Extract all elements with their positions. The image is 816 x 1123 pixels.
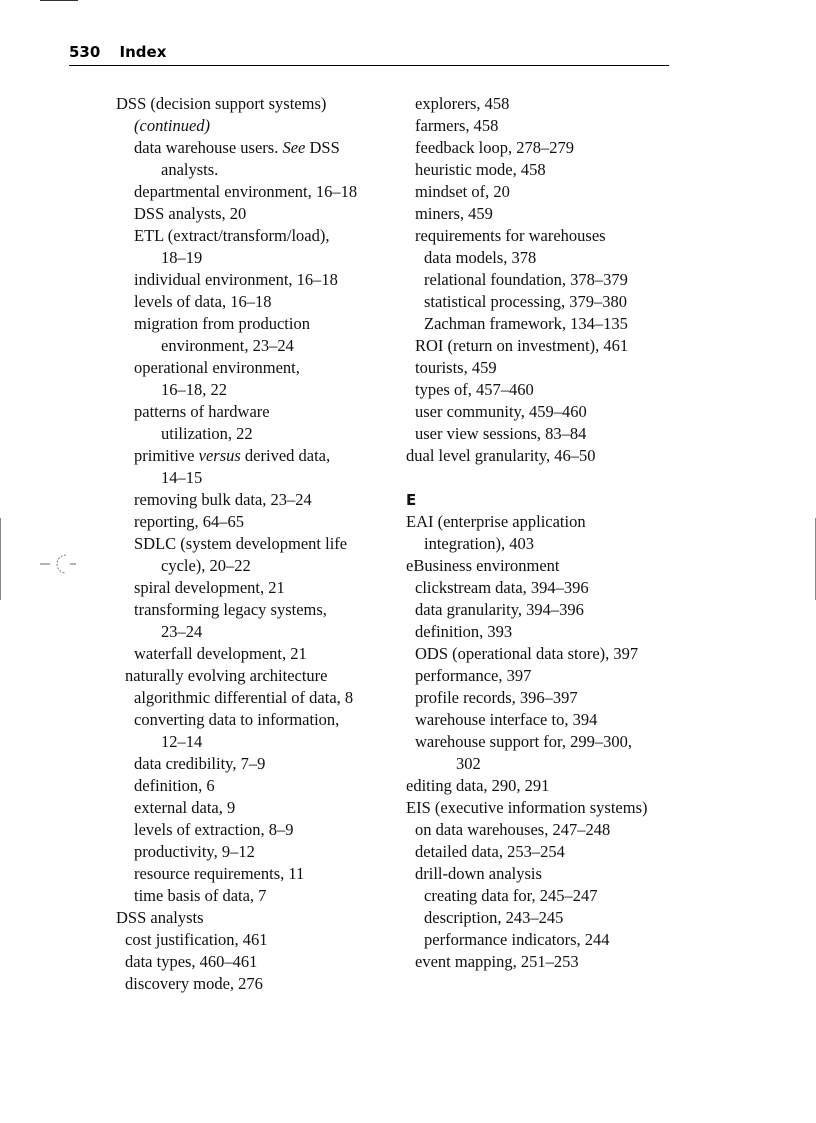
index-column-right xyxy=(406,93,696,973)
index-entry-text: dual level granularity, 46–50 xyxy=(406,446,596,465)
index-entry-text: DSS (decision support systems) xyxy=(116,94,327,113)
index-entry xyxy=(116,929,396,951)
index-entry xyxy=(116,203,396,225)
index-entry xyxy=(116,577,396,599)
index-entry-text: converting data to information, xyxy=(134,710,340,729)
index-entry-text: 18–19 xyxy=(161,248,203,267)
index-entry-text: miners, 459 xyxy=(415,204,493,223)
index-entry xyxy=(116,247,396,269)
index-entry-text: creating data for, 245–247 xyxy=(424,886,598,905)
index-entry-text: primitive xyxy=(134,446,199,465)
index-entry-text: EIS (executive information systems) xyxy=(406,798,648,817)
index-entry-text: ODS (operational data store), 397 xyxy=(415,644,639,663)
index-entry-text: migration from production xyxy=(134,314,310,333)
index-entry xyxy=(116,93,396,115)
index-entry-text: performance indicators, 244 xyxy=(424,930,610,949)
index-entry-text: feedback loop, 278–279 xyxy=(415,138,574,157)
section-gap xyxy=(406,467,696,489)
index-entry-text: data granularity, 394–396 xyxy=(415,600,584,619)
index-entry-text: clickstream data, 394–396 xyxy=(415,578,589,597)
index-entry-text: spiral development, 21 xyxy=(134,578,285,597)
index-entry xyxy=(406,841,696,863)
index-entry-italic-text: versus xyxy=(198,446,241,465)
index-entry xyxy=(406,511,696,533)
index-entry xyxy=(406,753,696,775)
index-entry xyxy=(116,599,396,621)
index-entry-text: 302 xyxy=(456,754,481,773)
header-rule xyxy=(69,65,669,66)
index-entry xyxy=(116,181,396,203)
index-entry-text: ROI (return on investment), 461 xyxy=(415,336,629,355)
index-entry xyxy=(116,797,396,819)
running-header xyxy=(69,43,669,61)
crop-mark xyxy=(40,0,78,1)
index-entry xyxy=(406,159,696,181)
index-entry-text: performance, 397 xyxy=(415,666,532,685)
index-entry-text: user view sessions, 83–84 xyxy=(415,424,587,443)
index-entry-italic-text: See xyxy=(282,138,306,157)
index-entry-text: environment, 23–24 xyxy=(161,336,294,355)
index-entry-text: analysts. xyxy=(161,160,219,179)
index-entry-text: derived data, xyxy=(240,446,331,465)
index-entry-text: utilization, 22 xyxy=(161,424,253,443)
index-entry-text: time basis of data, 7 xyxy=(134,886,267,905)
index-entry xyxy=(406,445,696,467)
index-entry-text: cycle), 20–22 xyxy=(161,556,251,575)
page-number: 530 xyxy=(69,43,101,61)
index-entry xyxy=(116,687,396,709)
registration-mark-icon xyxy=(40,550,80,578)
index-entry xyxy=(406,797,696,819)
index-entry-text: event mapping, 251–253 xyxy=(415,952,579,971)
index-entry-text: heuristic mode, 458 xyxy=(415,160,546,179)
index-entry-text: types of, 457–460 xyxy=(415,380,534,399)
index-entry xyxy=(116,511,396,533)
index-entry-italic-text: (continued) xyxy=(134,116,211,135)
index-entry-text: profile records, 396–397 xyxy=(415,688,578,707)
index-entry-text: cost justification, 461 xyxy=(125,930,268,949)
index-entry xyxy=(406,137,696,159)
index-entry-text: data credibility, 7–9 xyxy=(134,754,266,773)
index-entry-text: reporting, 64–65 xyxy=(134,512,244,531)
index-entry-text: ETL (extract/transform/load), xyxy=(134,226,330,245)
index-entry-text: operational environment, xyxy=(134,358,300,377)
index-entry xyxy=(406,555,696,577)
index-entry xyxy=(116,863,396,885)
index-entry xyxy=(116,379,396,401)
index-entry xyxy=(116,291,396,313)
index-entry-text: 14–15 xyxy=(161,468,203,487)
index-entry xyxy=(116,335,396,357)
index-entry xyxy=(406,885,696,907)
index-entry xyxy=(116,555,396,577)
index-entry xyxy=(116,445,396,467)
index-entry xyxy=(406,181,696,203)
index-entry xyxy=(406,423,696,445)
index-entry-text: explorers, 458 xyxy=(415,94,510,113)
index-entry-text: 12–14 xyxy=(161,732,203,751)
index-entry xyxy=(406,247,696,269)
index-entry-text: user community, 459–460 xyxy=(415,402,587,421)
index-entry xyxy=(406,533,696,555)
index-entry-text: Zachman framework, 134–135 xyxy=(424,314,628,333)
index-entry xyxy=(406,379,696,401)
index-entry xyxy=(406,643,696,665)
index-entry xyxy=(116,753,396,775)
index-entry xyxy=(116,973,396,995)
index-entry-text: 16–18, 22 xyxy=(161,380,227,399)
index-entry xyxy=(406,709,696,731)
index-entry-text: DSS analysts xyxy=(116,908,204,927)
index-entry-text: eBusiness environment xyxy=(406,556,560,575)
index-entry-text: tourists, 459 xyxy=(415,358,497,377)
index-entry-text: statistical processing, 379–380 xyxy=(424,292,628,311)
index-entry xyxy=(406,863,696,885)
index-entry-text: external data, 9 xyxy=(134,798,236,817)
index-entry xyxy=(406,731,696,753)
index-entry xyxy=(406,357,696,379)
index-entry-text: integration), 403 xyxy=(424,534,534,553)
index-entry-text: patterns of hardware xyxy=(134,402,270,421)
index-entry xyxy=(406,313,696,335)
index-entry xyxy=(116,621,396,643)
index-entry-text: drill-down analysis xyxy=(415,864,542,883)
index-entry xyxy=(116,665,396,687)
index-entry-text: departmental environment, 16–18 xyxy=(134,182,358,201)
index-entry-text: description, 243–245 xyxy=(424,908,564,927)
index-column-left xyxy=(116,93,396,995)
index-entry xyxy=(116,643,396,665)
section-letter-heading: E xyxy=(406,491,417,509)
index-entry-text: removing bulk data, 23–24 xyxy=(134,490,312,509)
index-entry-text: transforming legacy systems, xyxy=(134,600,327,619)
index-entry xyxy=(406,577,696,599)
index-entry xyxy=(116,533,396,555)
index-entry xyxy=(406,401,696,423)
index-entry-text: SDLC (system development life xyxy=(134,534,348,553)
index-entry xyxy=(406,203,696,225)
index-entry xyxy=(116,841,396,863)
index-entry xyxy=(116,907,396,929)
index-entry-text: 23–24 xyxy=(161,622,203,641)
index-entry-text: EAI (enterprise application xyxy=(406,512,586,531)
index-entry xyxy=(406,291,696,313)
index-entry xyxy=(406,687,696,709)
index-entry-text: data models, 378 xyxy=(424,248,537,267)
index-entry xyxy=(116,775,396,797)
index-entry-text: individual environment, 16–18 xyxy=(134,270,338,289)
index-entry-text: mindset of, 20 xyxy=(415,182,510,201)
index-entry xyxy=(406,225,696,247)
index-entry-text: levels of data, 16–18 xyxy=(134,292,272,311)
index-entry xyxy=(406,819,696,841)
index-entry-text: resource requirements, 11 xyxy=(134,864,305,883)
index-entry xyxy=(116,357,396,379)
index-entry xyxy=(116,731,396,753)
index-entry-text: editing data, 290, 291 xyxy=(406,776,550,795)
index-entry-text: algorithmic differential of data, 8 xyxy=(134,688,354,707)
index-entry-text: definition, 393 xyxy=(415,622,513,641)
index-entry-text: DSS xyxy=(305,138,340,157)
index-entry xyxy=(406,621,696,643)
index-entry xyxy=(406,93,696,115)
index-entry-text: data types, 460–461 xyxy=(125,952,258,971)
index-entry xyxy=(406,665,696,687)
index-entry-text: requirements for warehouses xyxy=(415,226,606,245)
index-entry-text: definition, 6 xyxy=(134,776,215,795)
index-entry xyxy=(116,467,396,489)
index-entry xyxy=(116,401,396,423)
index-entry-text: detailed data, 253–254 xyxy=(415,842,565,861)
index-entry-text: relational foundation, 378–379 xyxy=(424,270,628,289)
index-entry-text: waterfall development, 21 xyxy=(134,644,307,663)
index-entry xyxy=(116,115,396,137)
index-entry xyxy=(406,115,696,137)
index-entry-text: productivity, 9–12 xyxy=(134,842,255,861)
index-entry-text: warehouse interface to, 394 xyxy=(415,710,598,729)
index-entry-text: data warehouse users. xyxy=(134,138,283,157)
index-entry xyxy=(116,489,396,511)
index-entry xyxy=(406,269,696,291)
running-title: Index xyxy=(119,43,167,61)
index-entry xyxy=(116,269,396,291)
index-entry xyxy=(116,137,396,159)
index-entry xyxy=(406,775,696,797)
index-entry-text: on data warehouses, 247–248 xyxy=(415,820,611,839)
index-entry xyxy=(406,599,696,621)
index-entry-text: levels of extraction, 8–9 xyxy=(134,820,294,839)
index-entry xyxy=(406,951,696,973)
index-entry xyxy=(116,709,396,731)
index-entry xyxy=(116,819,396,841)
index-entry xyxy=(406,929,696,951)
index-entry xyxy=(116,423,396,445)
index-entry xyxy=(116,225,396,247)
binding-mark-left xyxy=(0,518,1,600)
index-entry-text: warehouse support for, 299–300, xyxy=(415,732,633,751)
index-entry xyxy=(116,951,396,973)
index-entry-text: farmers, 458 xyxy=(415,116,499,135)
index-entry xyxy=(116,313,396,335)
index-entry xyxy=(116,159,396,181)
index-entry xyxy=(406,907,696,929)
index-entry-text: discovery mode, 276 xyxy=(125,974,263,993)
index-entry-text: naturally evolving architecture xyxy=(125,666,328,685)
index-entry-text: DSS analysts, 20 xyxy=(134,204,247,223)
index-entry xyxy=(406,335,696,357)
index-entry xyxy=(116,885,396,907)
